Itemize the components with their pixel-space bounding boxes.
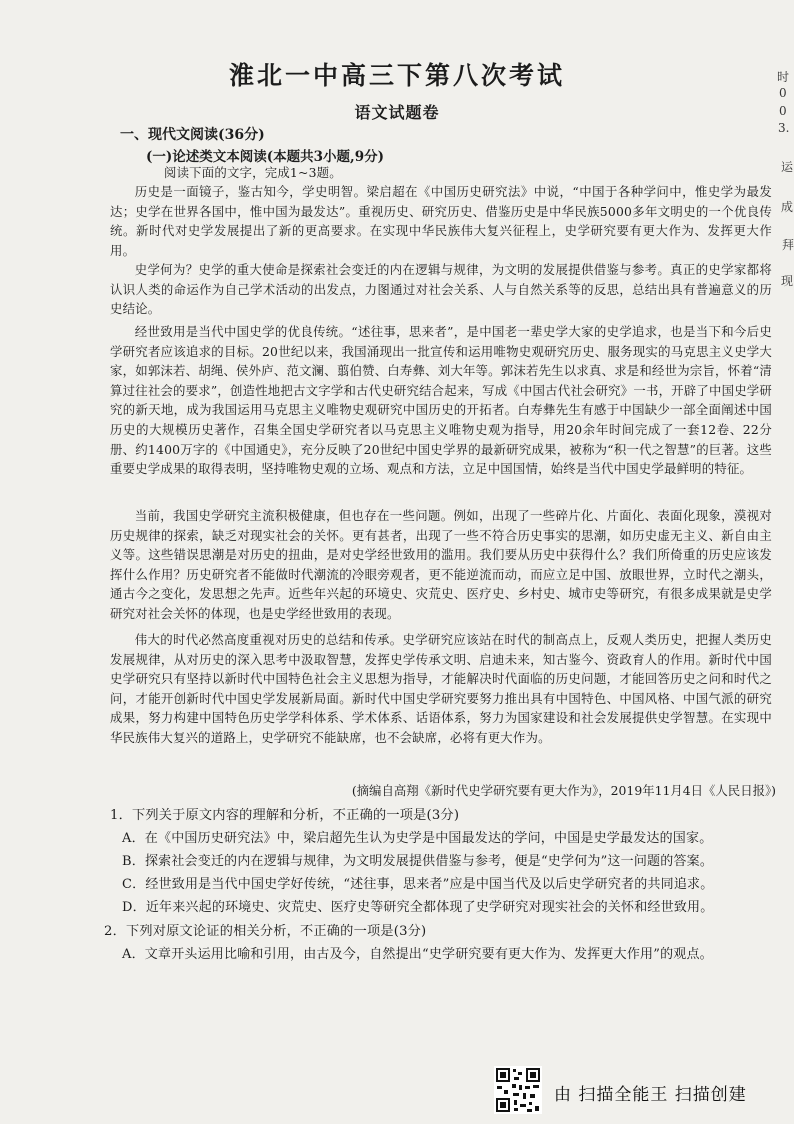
margin-mark: 拜 (782, 238, 794, 252)
margin-mark: 时 (777, 70, 790, 84)
answer-option: B．探索社会变迁的内在逻辑与规律，为文明发展提供借鉴与参考，便是“史学何为”这一问题的答案。 (122, 854, 714, 869)
passage-paragraph: 史学何为？史学的重大使命是探索社会变迁的内在逻辑与规律，为文明的发展提供借鉴与参考。真正的史学家都将认识人类的命运作为自己学术活动的出发点，力图通过对社会关系、人与自然关系等的反思，总结出具有普遍意义的历史结论。 (110, 262, 772, 317)
question-stem: 2．下列对原文论证的相关分析，不正确的一项是(3分) (104, 924, 427, 939)
answer-option: C．经世致用是当代中国史学好传统，“述往事，思来者”应是中国当代及以后史学研究者的共同追求。 (122, 877, 714, 892)
scanner-watermark-text: 由 扫描全能王 扫描创建 (554, 1085, 747, 1105)
margin-mark: 3. (778, 121, 790, 135)
margin-mark: 0 (779, 86, 787, 100)
passage-paragraph: 经世致用是当代中国史学的优良传统。“述往事，思来者”，是中国老一辈史学大家的史学追求，也是当下和今后史学研究者应该追求的目标。20世纪以来，我国涌现出一批宣传和运用唯物史观研究历史、服务现实的马克思主义史学大家，如郭沫若、胡绳、侯外庐、范文澜、翦伯赞、白寿彝、刘大年等。郭沫若先生以求真、求是和经世为宗旨，怀着“清算过往社会的要求”，创造性地把古文字学和古代史研究结合起来，写成《中国古代社会研究》一书，开辟了中国史学研究的新天地，成为我国运用马克思主义唯物史观研究中国历史的开拓者。白寿彝先生有感于中国缺少一部全面阐述中国历史的大规模历史著作，召集全国史学研究者以马克思主义唯物史观为指导，用20余年时间完成了一套12卷、22分册、约1400万字的《中国通史》，充分反映了20世纪中国史学界的最新研究成果，被称为“积一代之智慧”的巨著。这些重要史学成果的取得表明，坚持唯物史观的立场、观点和方法，立足中国国情，始终是当代中国史学最鲜明的特征。 (110, 324, 772, 477)
margin-mark: 0 (779, 104, 787, 118)
margin-mark: 成 (781, 200, 794, 214)
paper-subtitle: 语文试题卷 (354, 103, 440, 122)
passage-paragraph: 伟大的时代必然高度重视对历史的总结和传承。史学研究应该站在时代的制高点上，反观人类历史，把握人类历史发展规律，从对历史的深入思考中汲取智慧，发挥史学传承文明、启迪未来，知古鉴今、资政育人的作用。新时代中国史学研究只有坚持以新时代中国特色社会主义思想为指导，才能解决时代面临的历史问题，才能回答历史之问和时代之问，才能开创新时代中国史学发展新局面。新时代中国史学研究要努力推出具有中国特色、中国风格、中国气派的研究成果，努力构建中国特色历史学学科体系、学术体系、话语体系，努力为国家建设和社会发展提供史学智慧。在实现中华民族伟大复兴的道路上，史学研究不能缺席，也不会缺席，必将有更大作为。 (110, 632, 772, 745)
passage-paragraph: 历史是一面镜子，鉴古知今，学史明智。梁启超在《中国历史研究法》中说，“中国于各种学问中，惟史学为最发达；史学在世界各国中，惟中国为最发达”。重视历史、研究历史、借鉴历史是中华民族5000多年文明史的一个优良传统。新时代对史学发展提出了新的更高要求。在实现中华民族伟大复兴征程上，史学研究要有更大作为、发挥更大作用。 (110, 184, 772, 258)
subsection-heading: (一)论述类文本阅读(本题共3小题,9分) (146, 149, 385, 165)
margin-mark: 现 (781, 274, 794, 288)
qr-code-icon (494, 1066, 542, 1114)
margin-mark: 运 (781, 160, 794, 174)
passage-paragraph: 当前，我国史学研究主流积极健康，但也存在一些问题。例如，出现了一些碎片化、片面化、表面化现象，漠视对历史规律的探索，缺乏对现实社会的关怀。更有甚者，出现了一些不符合历史事实的思潮，如历史虚无主义、新自由主义等。这些错误思潮是对历史的扭曲，是对史学经世致用的滥用。我们要从历史中获得什么？我们所倚重的历史应该发挥什么作用？历史研究者不能做时代潮流的冷眼旁观者，更不能逆流而动，而应立足中国、放眼世界，立时代之潮头，通古今之变化，发思想之先声。近些年兴起的环境史、灾荒史、医疗史、乡村史、城市史等研究，有很多成果就是史学研究对社会关怀的体现，也是史学经世致用的表现。 (110, 508, 772, 621)
section-heading: 一、现代文阅读(36分) (120, 127, 265, 143)
exam-title: 淮北一中高三下第八次考试 (228, 61, 565, 90)
reading-instruction: 阅读下面的文字，完成1~3题。 (164, 165, 342, 180)
question-stem: 1．下列关于原文内容的理解和分析，不正确的一项是(3分) (110, 808, 460, 823)
answer-option: A．文章开头运用比喻和引用，由古及今，自然提出“史学研究要有更大作为、发挥更大作用”的观点。 (122, 947, 713, 962)
answer-option: D．近年来兴起的环境史、灾荒史、医疗史等研究全都体现了史学研究对现实社会的关怀和经世致用。 (122, 900, 714, 915)
article-source: (摘编自高翔《新时代史学研究要有更大作为》，2019年11月4日《人民日报》) (351, 783, 776, 798)
answer-option: A．在《中国历史研究法》中，梁启超先生认为史学是中国最发达的学问，中国是史学最发达的国家。 (122, 831, 713, 846)
